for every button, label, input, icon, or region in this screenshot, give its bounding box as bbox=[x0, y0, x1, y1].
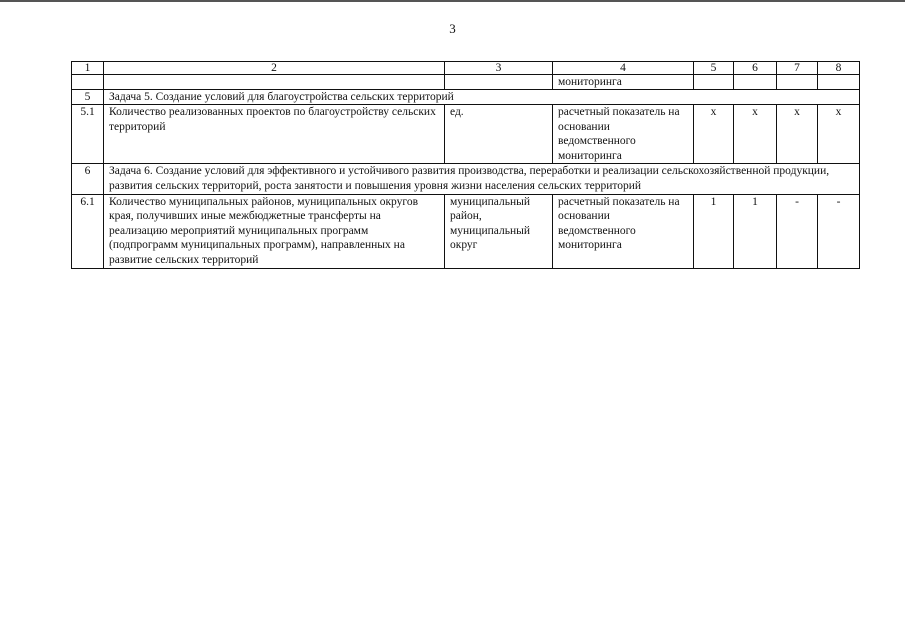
row-6-1-col5: 1 bbox=[694, 194, 734, 268]
continuation-row bbox=[72, 75, 860, 90]
row-6-1-indicator: Количество муниципальных районов, муниципальных округов края, получивших иные межбюджетные трансферты на реализацию мероприятий муниципальных программ (подпрограмм муниципальных программ), направленных на развитие сельских территорий bbox=[104, 194, 445, 268]
task-5-row bbox=[72, 90, 860, 105]
row-6-1 bbox=[72, 194, 860, 268]
header-cell-4: 4 bbox=[553, 62, 694, 75]
table-header-row bbox=[72, 62, 860, 75]
row-6-1-number: 6.1 bbox=[72, 194, 104, 268]
cont-cell-5 bbox=[694, 75, 734, 90]
row-5-1-col6: х bbox=[734, 105, 777, 164]
cont-cell-4: мониторинга bbox=[553, 75, 694, 90]
indicators-table bbox=[71, 61, 860, 269]
header-cell-5: 5 bbox=[694, 62, 734, 75]
cont-cell-7 bbox=[777, 75, 818, 90]
header-cell-2: 2 bbox=[104, 62, 445, 75]
row-5-1-method: расчетный показатель на основании ведомственного мониторинга bbox=[553, 105, 694, 164]
task-6-row bbox=[72, 164, 860, 194]
task-6-text: Задача 6. Создание условий для эффективного и устойчивого развития производства, переработки и реализации сельскохозяйственной продукции, развития сельских территорий, роста занятости и повышения уровня жизни населения сельских территорий bbox=[104, 164, 860, 194]
top-border-line bbox=[0, 0, 905, 2]
page-number: 3 bbox=[449, 21, 456, 36]
row-5-1-indicator: Количество реализованных проектов по благоустройству сельских территорий bbox=[104, 105, 445, 164]
header-cell-7: 7 bbox=[777, 62, 818, 75]
cont-cell-6 bbox=[734, 75, 777, 90]
row-6-1-col8: - bbox=[818, 194, 860, 268]
row-5-1-col8: х bbox=[818, 105, 860, 164]
task-5-number: 5 bbox=[72, 90, 104, 105]
task-5-text: Задача 5. Создание условий для благоустройства сельских территорий bbox=[104, 90, 860, 105]
header-cell-8: 8 bbox=[818, 62, 860, 75]
row-5-1 bbox=[72, 105, 860, 164]
row-6-1-col7: - bbox=[777, 194, 818, 268]
header-cell-6: 6 bbox=[734, 62, 777, 75]
cont-cell-3 bbox=[445, 75, 553, 90]
header-cell-1: 1 bbox=[72, 62, 104, 75]
row-5-1-col7: х bbox=[777, 105, 818, 164]
row-5-1-col5: х bbox=[694, 105, 734, 164]
cont-cell-1 bbox=[72, 75, 104, 90]
header-cell-3: 3 bbox=[445, 62, 553, 75]
row-5-1-number: 5.1 bbox=[72, 105, 104, 164]
cont-cell-2 bbox=[104, 75, 445, 90]
cont-cell-8 bbox=[818, 75, 860, 90]
task-6-number: 6 bbox=[72, 164, 104, 194]
row-5-1-unit: ед. bbox=[445, 105, 553, 164]
row-6-1-col6: 1 bbox=[734, 194, 777, 268]
row-6-1-method: расчетный показатель на основании ведомственного мониторинга bbox=[553, 194, 694, 268]
row-6-1-unit: муниципальный район, муниципальный округ bbox=[445, 194, 553, 268]
